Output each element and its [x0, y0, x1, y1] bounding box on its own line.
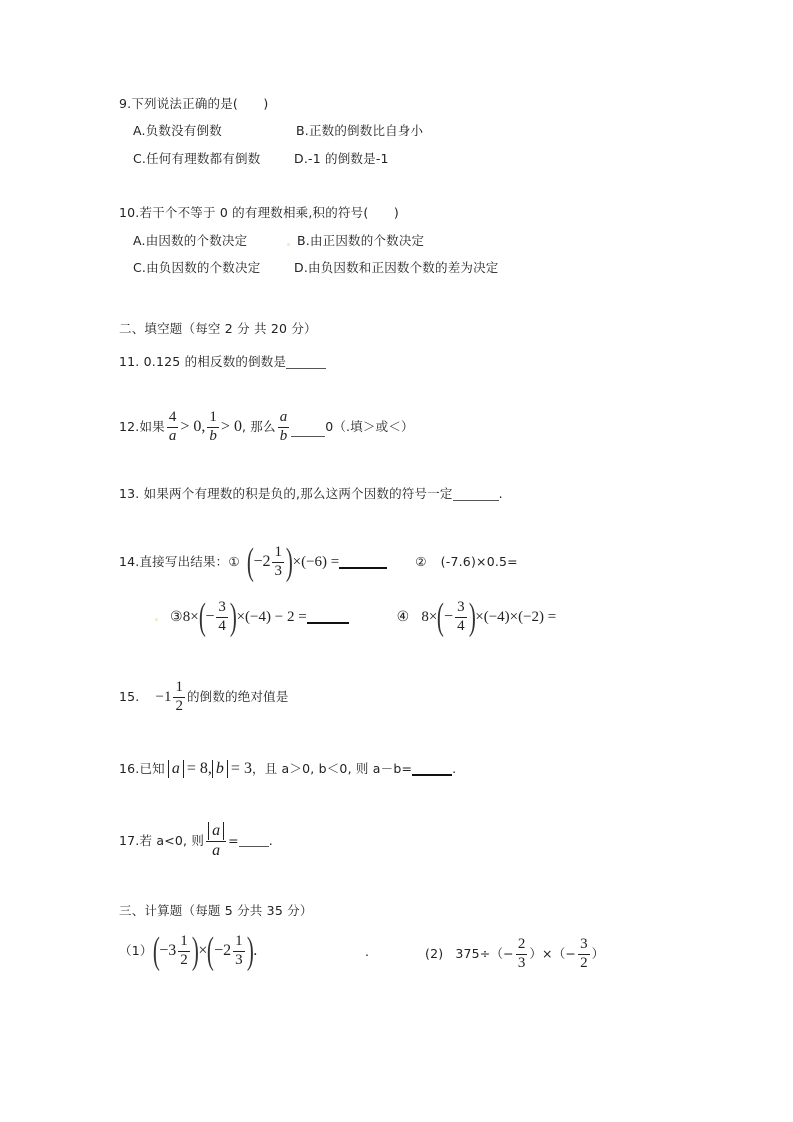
- q12-fraction-a-over-b: $\frac{a}{b}$: [279, 409, 288, 444]
- q17-fraction: $\frac{a}{a}$: [206, 822, 226, 860]
- q12-relation-2: > 0: [220, 418, 242, 436]
- q14-prefix: 14.直接写出结果：①: [119, 553, 240, 569]
- q9-stem: 9.下列说法正确的是( ): [119, 96, 269, 111]
- q14-p3-fraction: $\frac{3}{4}$: [218, 598, 226, 634]
- calc2-fraction-1: $\frac{2}{3}$: [517, 936, 526, 971]
- minus-sign: −: [444, 608, 454, 625]
- calc-1: [119, 932, 257, 970]
- q17-abs-a: a: [208, 822, 224, 840]
- q14-p3-rest: ×(−4) − 2 =: [236, 608, 307, 625]
- q14-line-1: [119, 543, 518, 581]
- q14-p2-expr: (-7.6)×0.5=: [440, 553, 518, 569]
- right-paren: ): [468, 596, 476, 638]
- q16-eq-b: = 3: [230, 759, 252, 777]
- q14-p1-whole: −2: [253, 553, 271, 570]
- q11-text: 11. 0.125 的相反数的倒数是: [119, 354, 287, 370]
- calc1-fraction-2: $\frac{1}{3}$: [235, 932, 243, 968]
- q16: [119, 760, 456, 778]
- q14-p4-rest: ×(−4)×(−2) =: [475, 608, 557, 625]
- q15-prefix: 15.: [119, 689, 140, 704]
- q9-option-b: B.正数的倒数比自身小: [296, 123, 424, 138]
- right-paren: ): [191, 930, 199, 972]
- left-paren: (: [207, 930, 215, 972]
- calc2-label: (2): [425, 946, 444, 961]
- calc2-end: ）: [591, 946, 605, 961]
- q9-option-d: D.-1 的倒数是-1: [294, 151, 389, 166]
- q12-fraction-4-over-a: $\frac{4}{a}$: [168, 409, 177, 444]
- q13: [119, 488, 503, 501]
- q10-option-d: D.由负因数和正因数个数的差为决定: [294, 260, 499, 275]
- q14-p3-label: ③: [170, 609, 183, 625]
- q14-p1-fraction: $\frac{1}{3}$: [274, 543, 282, 579]
- section-3-title: 三、计算题（每题 5 分共 35 分）: [119, 903, 313, 918]
- q12-middle: , 那么: [241, 419, 276, 434]
- right-paren: ): [285, 541, 293, 583]
- calc1-whole-1: −3: [159, 942, 177, 959]
- calc1-end: .: [253, 942, 258, 959]
- q9-option-a: A.负数没有倒数: [133, 123, 222, 138]
- q14-p3-answer-blank[interactable]: [307, 610, 349, 624]
- calc2-lead: 375÷（−: [455, 946, 514, 961]
- q16-suffix: ，且 a＞0, b＜0, 则 a－b=: [251, 760, 413, 776]
- q14-p1-rest: ×(−6) =: [292, 553, 340, 570]
- q12-suffix: 0（.填＞或＜）: [325, 419, 414, 434]
- q16-abs-a: a: [168, 760, 184, 778]
- q12-answer-blank[interactable]: [291, 424, 325, 437]
- left-paren: (: [152, 930, 160, 972]
- q15: [119, 680, 289, 715]
- q14-p1-answer-blank[interactable]: [339, 555, 387, 569]
- q14-p4-label: ④: [396, 609, 410, 625]
- q12-prefix: 12.如果: [119, 419, 165, 434]
- q17-end: .: [268, 832, 273, 848]
- q15-fraction: $\frac{1}{2}$: [175, 679, 183, 714]
- q17: [119, 822, 273, 860]
- left-paren: (: [437, 596, 445, 638]
- q17-eq: =: [228, 832, 239, 848]
- q10-stem: 10.若干个不等于 0 的有理数相乘,积的符号( ): [119, 205, 399, 220]
- q14-p4-lead: 8×: [421, 608, 438, 625]
- stray-period: .: [365, 944, 370, 959]
- minus-sign: −: [205, 608, 215, 625]
- q12-fraction-1-over-b: $\frac{1}{b}$: [209, 409, 217, 444]
- q17-answer-blank[interactable]: [239, 834, 269, 847]
- left-paren: (: [246, 541, 254, 583]
- q16-abs-b: b: [212, 760, 228, 778]
- calc-2: [425, 937, 604, 972]
- q14-p2-label: ②: [415, 553, 427, 569]
- q16-prefix: 16.已知: [119, 760, 165, 776]
- left-paren: (: [198, 596, 206, 638]
- q11: [119, 356, 326, 369]
- q17-prefix: 17.若 a<0, 则: [119, 832, 205, 848]
- calc1-label: （1）: [119, 942, 153, 958]
- q15-whole: −1: [155, 688, 172, 705]
- q13-answer-blank[interactable]: [453, 488, 499, 501]
- q11-answer-blank[interactable]: [286, 356, 326, 369]
- scan-dot: [287, 243, 290, 246]
- q13-text: 13. 如果两个有理数的积是负的,那么这两个因数的符号一定: [119, 486, 453, 502]
- calc1-fraction-1: $\frac{1}{2}$: [180, 932, 188, 968]
- right-paren: ): [246, 930, 254, 972]
- right-paren: ): [229, 596, 237, 638]
- q16-end: .: [452, 760, 457, 776]
- q15-suffix: 的倒数的绝对值是: [186, 689, 289, 704]
- calc2-mid: ）×（−: [529, 946, 577, 961]
- q12: [119, 410, 414, 445]
- q16-answer-blank[interactable]: [412, 762, 452, 776]
- q13-end: .: [498, 486, 503, 502]
- q16-eq-a: = 8,: [186, 759, 212, 777]
- q10-option-a: A.由因数的个数决定: [133, 233, 248, 248]
- q10-option-b: B.由正因数的个数决定: [297, 233, 425, 248]
- q14-p4-fraction: $\frac{3}{4}$: [457, 598, 465, 634]
- q14-p3-lead: 8×: [182, 608, 199, 625]
- q10-option-c: C.由负因数的个数决定: [133, 260, 261, 275]
- q9-option-c: C.任何有理数都有倒数: [133, 151, 261, 166]
- q12-relation-1: > 0,: [180, 418, 206, 436]
- section-2-title: 二、填空题（每空 2 分 共 20 分）: [119, 321, 317, 336]
- q14-line-2: [170, 598, 556, 636]
- calc2-fraction-2: $\frac{3}{2}$: [580, 936, 588, 971]
- calc1-whole-2: −2: [214, 942, 232, 959]
- scan-dot: [155, 618, 158, 621]
- calc1-times: ×: [198, 942, 208, 959]
